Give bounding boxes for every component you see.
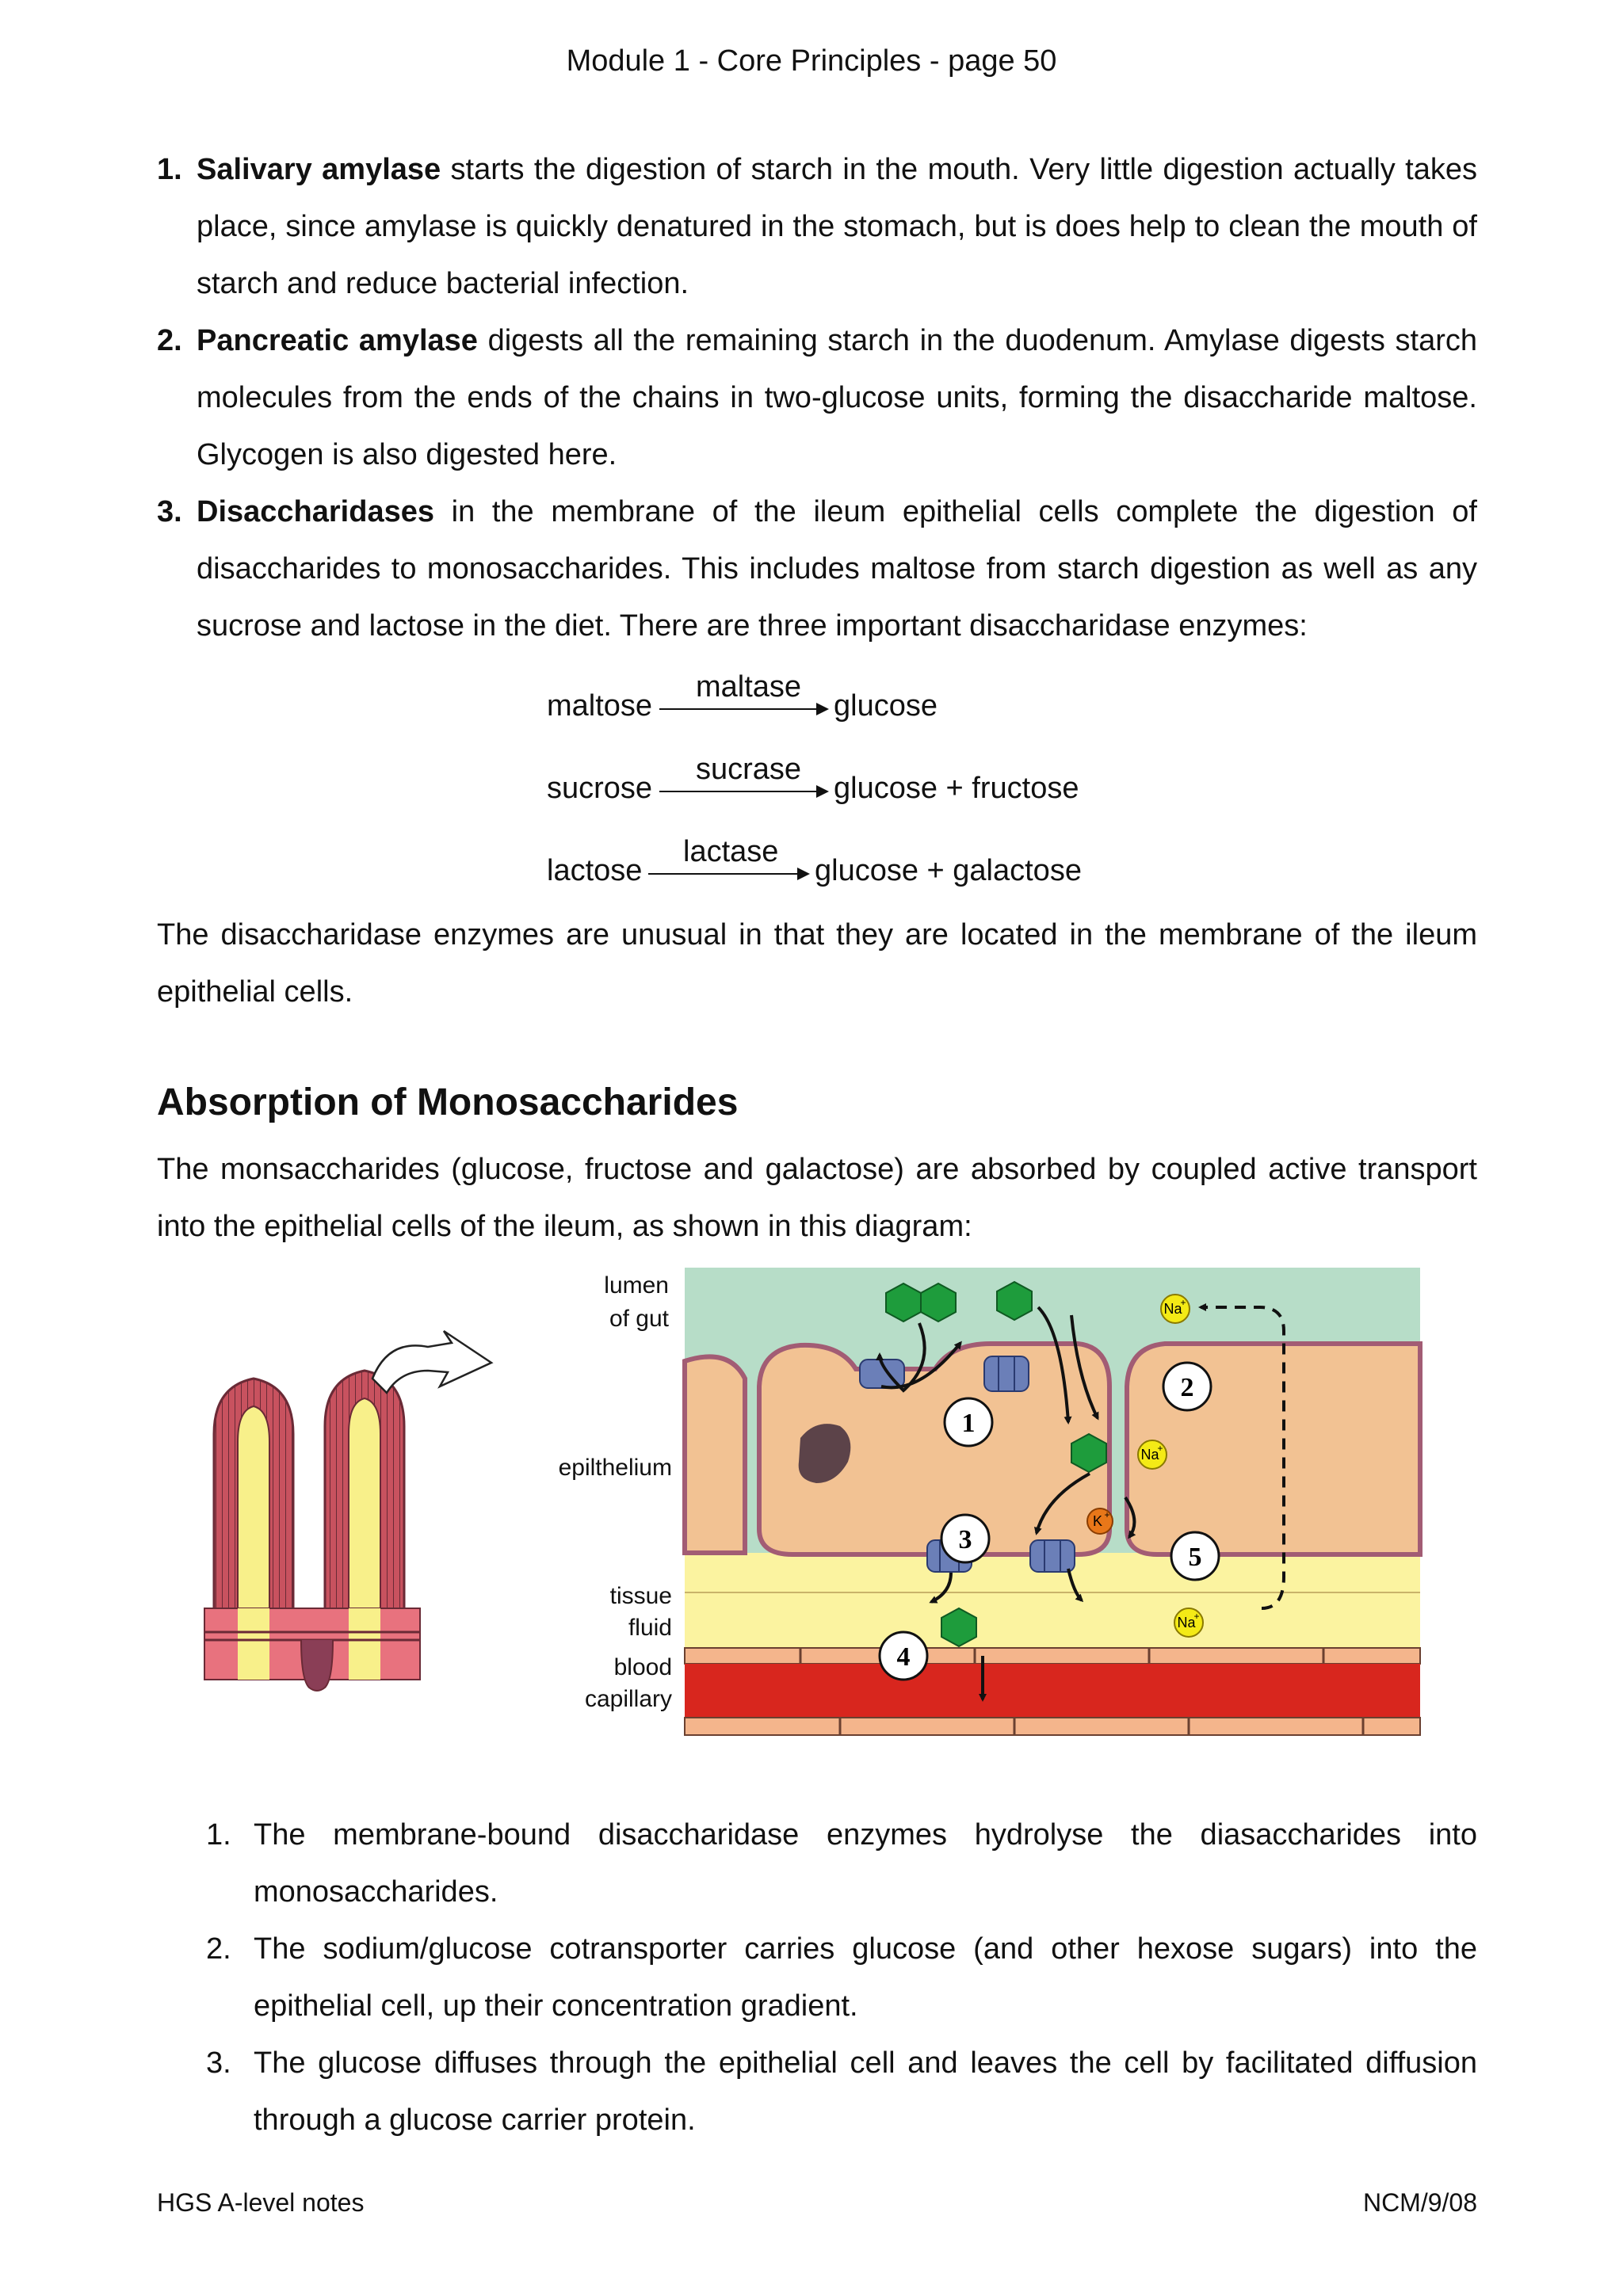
footer-left: HGS A-level notes (157, 2188, 365, 2217)
list-term: Pancreatic amylase (197, 324, 478, 357)
list-item (157, 2035, 1477, 2149)
list-text: The glucose diffuses through the epithelial cell and leaves the cell by facilitated diffusion through a glucose carrier protein. (254, 2046, 1477, 2137)
arrowhead-icon (816, 703, 829, 715)
svg-text:+: + (1157, 1443, 1163, 1454)
label-blood: blood (613, 1654, 672, 1680)
para-unusual: The disaccharidase enzymes are unusual in that they are located in the membrane of the ileum epithelial cells. (157, 918, 1477, 1009)
equation-substrate: lactose (547, 854, 643, 887)
list-item (157, 312, 1477, 483)
list-number: 3. (157, 495, 182, 528)
sodium-icon: Na (1163, 1301, 1182, 1317)
equation-enzyme: sucrase (696, 753, 802, 786)
sodium-icon: Na (1177, 1615, 1196, 1630)
digestion-list (157, 141, 1477, 654)
list-number: 1. (206, 1818, 231, 1852)
reaction-arrow (648, 873, 799, 875)
label-tissue: tissue (609, 1583, 672, 1609)
equation-substrate: sucrose (547, 772, 653, 805)
section-intro: The monsaccharides (glucose, fructose and galactose) are absorbed by coupled active transport into the epithelial cells of the ileum, as shown in this diagram: (157, 1153, 1477, 1243)
step-badge-3: 3 (958, 1525, 972, 1554)
equation-product: glucose + fructose (834, 772, 1079, 805)
absorption-diagram (190, 1260, 1426, 1751)
list-number: 2. (206, 1932, 231, 1966)
list-term: Disaccharidases (197, 495, 434, 528)
arrowhead-icon (797, 868, 810, 880)
label-lumen: lumen (604, 1272, 669, 1299)
equation-enzyme: lactase (683, 835, 779, 868)
svg-text:+: + (1193, 1611, 1200, 1622)
step-badge-5: 5 (1188, 1543, 1202, 1572)
section-heading: Absorption of Monosaccharides (157, 1081, 739, 1123)
list-number: 2. (157, 324, 182, 357)
step-badge-4: 4 (896, 1642, 911, 1672)
label-fluid: fluid (628, 1615, 672, 1641)
sodium-icon: Na (1140, 1447, 1159, 1463)
equation-enzyme: maltase (696, 670, 802, 704)
equation-product: glucose + galactose (815, 854, 1082, 887)
reaction-arrow (659, 791, 818, 792)
reaction-arrow (659, 708, 818, 710)
label-epithelium: epilthelium (558, 1455, 672, 1481)
steps-list (157, 1806, 1477, 2149)
arrowhead-icon (816, 785, 829, 798)
list-number: 1. (157, 153, 182, 186)
list-item (157, 1806, 1477, 1920)
equation-substrate: maltose (547, 689, 653, 723)
list-text: The membrane-bound disaccharidase enzymes hydrolyse the diasaccharides into monosaccharides. (254, 1818, 1477, 1909)
list-text: digests all the remaining starch in the duodenum. Amylase digests starch molecules from the ends of the chains in two-glucose units, forming the disaccharide maltose. Glycogen is also digested here. (197, 324, 1477, 471)
list-text: starts the digestion of starch in the mouth. Very little digestion actually takes place, since amylase is quickly denatured in the stomach, but is does help to clean the mouth of starch and reduce bacterial infection. (197, 153, 1477, 300)
label-capillary: capillary (584, 1686, 672, 1712)
list-text: in the membrane of the ileum epithelial cells complete the digestion of disaccharides to monosaccharides. This includes maltose from starch digestion as well as any sucrose and lactose in the diet. There are three important disaccharidase enzymes: (197, 495, 1477, 643)
list-item (157, 141, 1477, 312)
footer-right: NCM/9/08 (1362, 2188, 1477, 2217)
label-of-gut: of gut (609, 1306, 669, 1332)
cell-cross-section (685, 1268, 1420, 1735)
list-item (157, 483, 1477, 654)
equation-product: glucose (834, 689, 938, 723)
step-badge-2: 2 (1180, 1373, 1194, 1402)
list-term: Salivary amylase (197, 153, 441, 186)
list-number: 3. (206, 2046, 231, 2080)
page-header: Module 1 - Core Principles - page 50 (566, 44, 1057, 78)
svg-text:+: + (1180, 1297, 1186, 1308)
potassium-icon: K (1092, 1513, 1103, 1529)
svg-text:+: + (1104, 1509, 1110, 1520)
villus-illustration (204, 1331, 491, 1691)
list-text: The sodium/glucose cotransporter carries glucose (and other hexose sugars) into the epithelial cell, up their concentration gradient. (254, 1932, 1477, 2023)
step-badge-1: 1 (961, 1409, 976, 1438)
list-item (157, 1920, 1477, 2035)
